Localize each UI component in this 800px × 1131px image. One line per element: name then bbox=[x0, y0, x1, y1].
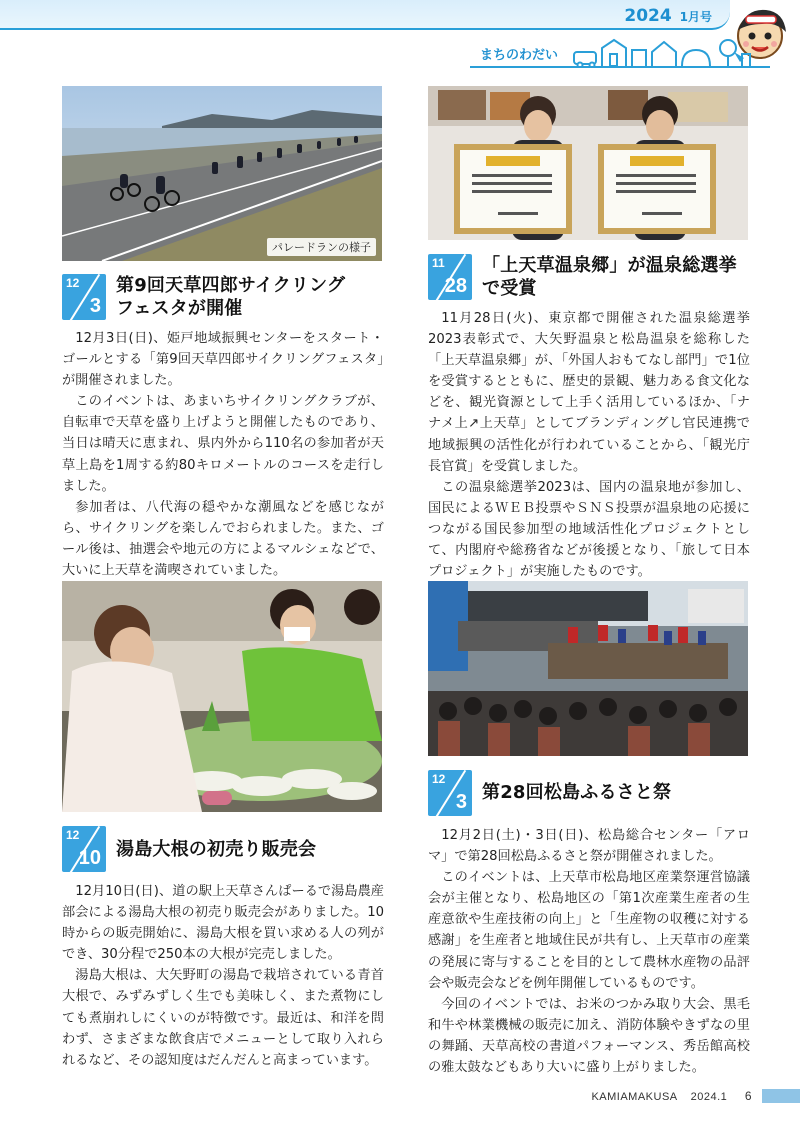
date-badge bbox=[428, 770, 472, 816]
cycling-scene bbox=[62, 86, 382, 261]
section-title: まちのわだい bbox=[480, 48, 559, 63]
article-body bbox=[428, 308, 750, 582]
festival-scene bbox=[428, 581, 748, 756]
badge-month: 11 bbox=[432, 256, 445, 270]
badge-day: 3 bbox=[89, 295, 101, 317]
page-number: 6 bbox=[744, 1089, 752, 1103]
article-title-line: 第9回天草四郎サイクリング bbox=[116, 275, 346, 296]
daikon-scene bbox=[62, 581, 382, 812]
footer-issue: 2024.1 bbox=[690, 1091, 728, 1103]
article-paragraph: 湯島大根は、大矢野町の湯島で栽培されている青首大根で、みずみずしく生でも美味しく、また煮物にしても煮崩れしにくいのが特徴です。最近は、和洋を問わず、さまざまな飲食店でメニューとして取り入れられるなど、その認知度はだんだんと高まっています。 bbox=[62, 968, 384, 1068]
header-rule bbox=[470, 66, 770, 68]
award-scene bbox=[428, 86, 748, 240]
issue-year: 2024 bbox=[624, 6, 672, 26]
article-title-line: 「上天草温泉郷」が温泉総選挙 bbox=[482, 255, 737, 276]
article-paragraph: このイベントは、上天草市松島地区産業祭運営協議会が主催となり、松島地区の「第1次産業生産者の生産意欲や生産技術の向上」と「生産物の収穫に対する感謝」を生産者と地域住民が共有し、上天草市の産業の発展に寄与することを目的として農林水産物の品評会や販売会などを例年開催しているものです。 bbox=[428, 870, 750, 991]
badge-month: 12 bbox=[66, 828, 80, 842]
date-badge bbox=[62, 826, 106, 872]
article-paragraph: 12月10日(日)、道の駅上天草さんぱーるで湯島農産部会による湯島大根の初売り販売会がありました。10時からの販売開始に、湯島大根を買い求める人の列ができ、30分程で250本の大根が完売しました。 bbox=[62, 884, 384, 963]
article-body bbox=[62, 328, 384, 581]
article-title bbox=[116, 274, 386, 320]
date-badge bbox=[62, 274, 106, 320]
date-badge bbox=[428, 254, 472, 300]
town-skyline-icon bbox=[572, 36, 752, 68]
badge-month: 12 bbox=[432, 772, 446, 786]
footer-bar bbox=[762, 1089, 800, 1103]
photo-caption: パレードランの様子 bbox=[267, 238, 376, 256]
issue-month: 1月号 bbox=[679, 10, 712, 24]
daikon-sale-photo bbox=[62, 581, 382, 812]
article-paragraph: 今回のイベントでは、お米のつかみ取り大会、黒毛和牛や林業機械の販売に加え、消防体験やきずなの里の舞踊、天草高校の書道パフォーマンス、秀岳館高校の雅太鼓などもあり大いに盛り上がりました。 bbox=[428, 996, 750, 1076]
header-stripe bbox=[0, 0, 730, 30]
article-paragraph: このイベントは、あまいちサイクリングクラブが、自転車で天草を盛り上げようと開催したものであり、当日は晴天に恵まれ、県内外から110名の参加者が天草上島を1周する約80キロメートルのコースを走行しました。 bbox=[62, 394, 384, 494]
article-paragraph: 12月3日(日)、姫戸地域振興センターをスタート・ゴールとする「第9回天草四郎サイクリングフェスタ」が開催されました。 bbox=[62, 331, 384, 389]
article-body bbox=[62, 881, 384, 1071]
article-title-line: で受賞 bbox=[482, 278, 537, 299]
article-body bbox=[428, 825, 750, 1078]
article-title bbox=[482, 781, 752, 804]
article-paragraph: 参加者は、八代海の穏やかな潮風などを感じながら、サイクリングを楽しんでおられました。また、ゴール後は、抽選会や地元の方によるマルシェなどで、大いに上天草を満喫されていました。 bbox=[62, 499, 384, 579]
article-title bbox=[482, 254, 757, 300]
issue-label bbox=[624, 6, 712, 26]
page-footer bbox=[591, 1089, 752, 1103]
badge-day: 3 bbox=[455, 791, 467, 813]
badge-day: 28 bbox=[444, 275, 467, 297]
badge-day: 10 bbox=[78, 847, 101, 869]
article-paragraph: この温泉総選挙2023は、国内の温泉地が参加し、国民によるＷＥＢ投票やＳＮＳ投票が温泉地の応援につながる国民参加型の地域活性化プロジェクトとして、内閣府や総務省などが後援となり、「旅して日本プロジェクト」が実施したものです。 bbox=[428, 479, 750, 580]
onsen-award-photo bbox=[428, 86, 748, 240]
cycling-photo bbox=[62, 86, 382, 261]
badge-month: 12 bbox=[66, 276, 80, 290]
festival-photo bbox=[428, 581, 748, 756]
article-paragraph: 11月28日(火)、東京都で開催された温泉総選挙2023表彰式で、大矢野温泉と松島温泉を総称した「上天草温泉郷」が、「外国人おもてなし部門」で1位を受賞するとともに、歴史的景観、魅力ある食文化などを、観光資源として上手く活用しているほか、「ナナメ上↗上天草」としてブランディングし官民連携で地域振興の活性化が行われていることから、「観光庁長官賞」を受賞しました。 bbox=[428, 311, 750, 474]
magazine-name: KAMIAMAKUSA bbox=[591, 1091, 678, 1103]
article-title-line: 湯島大根の初売り販売会 bbox=[116, 839, 317, 860]
article-paragraph: 12月2日(土)・3日(日)、松島総合センター「アロマ」で第28回松島ふるさと祭が開催されました。 bbox=[428, 828, 750, 865]
article-title bbox=[116, 838, 386, 861]
article-title-line: フェスタが開催 bbox=[116, 298, 243, 319]
article-title-line: 第28回松島ふるさと祭 bbox=[482, 782, 672, 803]
